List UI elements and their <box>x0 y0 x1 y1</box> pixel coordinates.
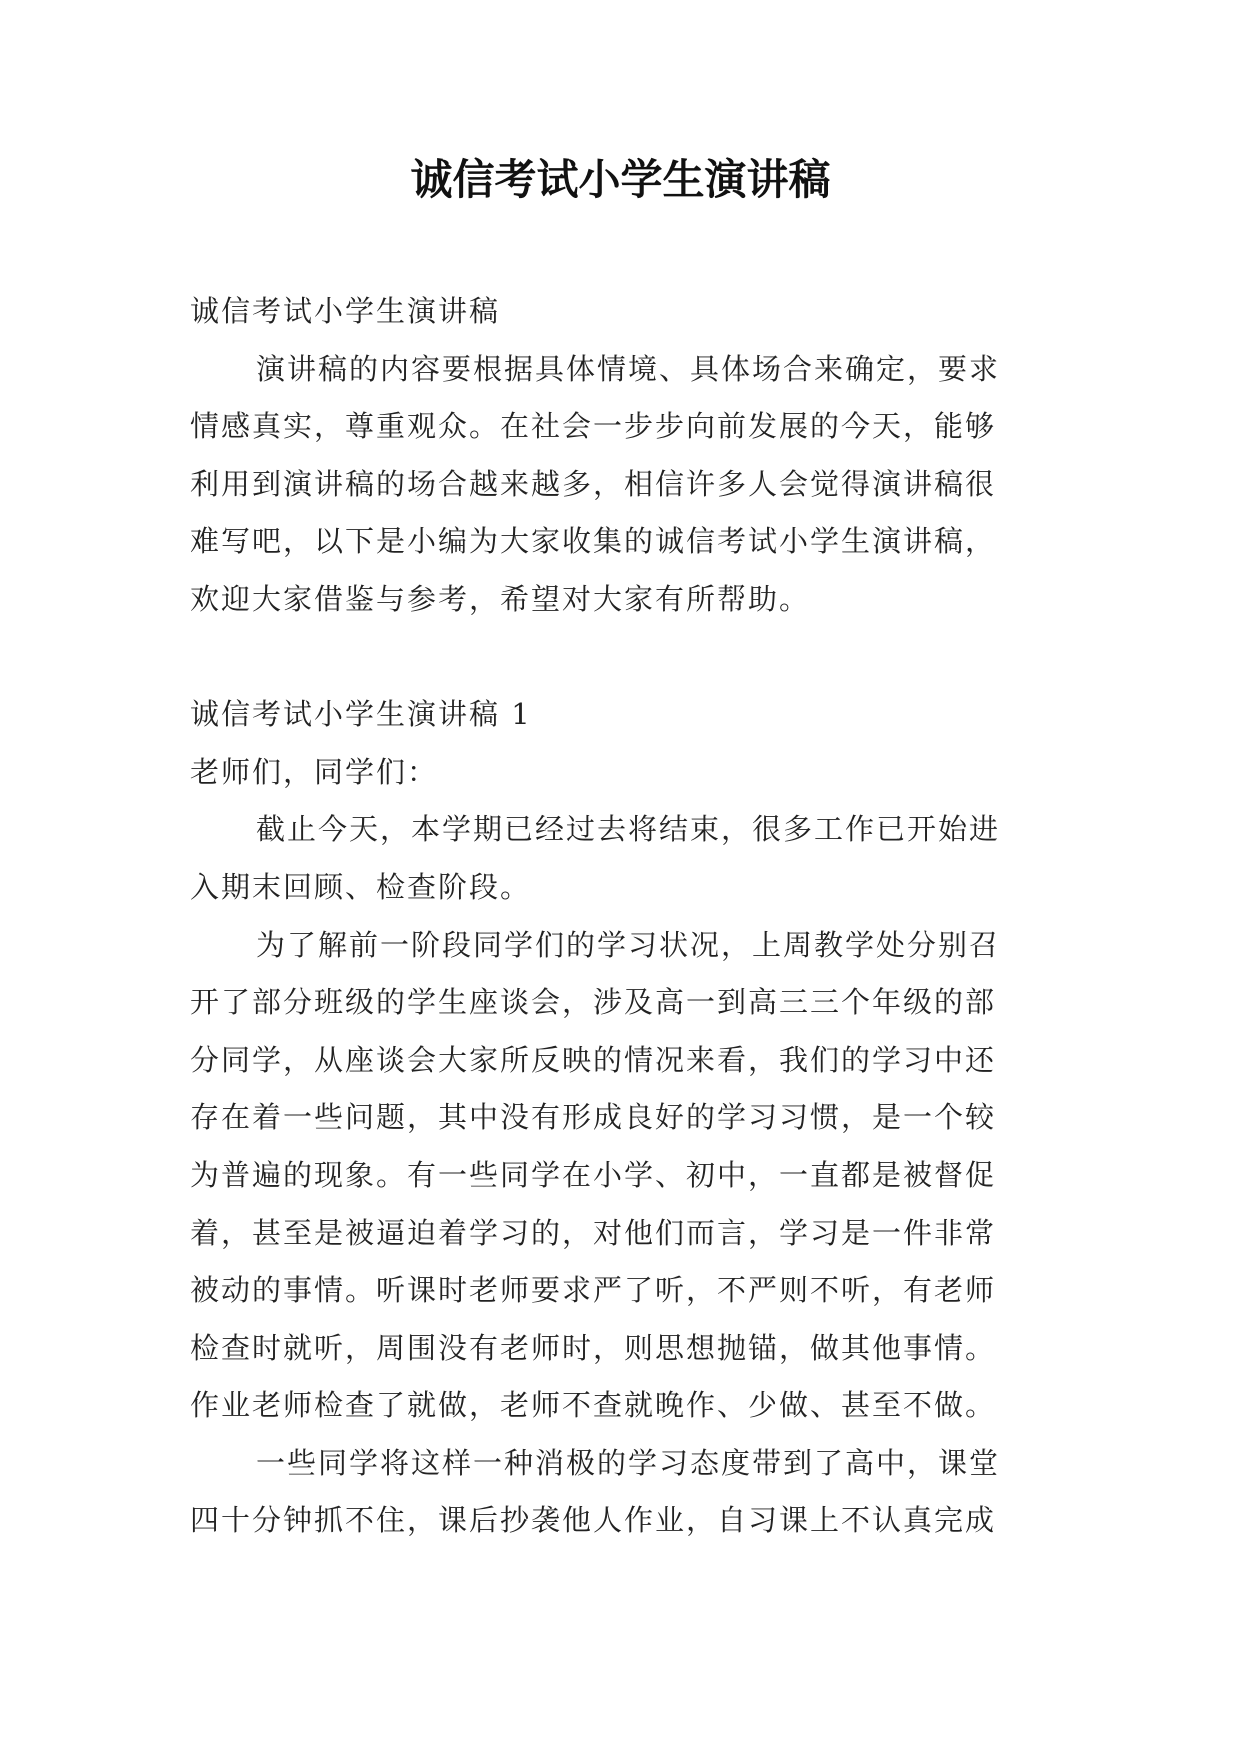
paragraph-line: 入期末回顾、检查阶段。 <box>190 869 532 904</box>
document-body <box>190 283 1050 1550</box>
intro-line: 难写吧，以下是小编为大家收集的诚信考试小学生演讲稿， <box>190 524 997 559</box>
paragraph-line: 检查时就听，周围没有老师时，则思想抛锚，做其他事情。 <box>190 1330 997 1365</box>
paragraph-line: 一些同学将这样一种消极的学习态度带到了高中，课堂 <box>256 1445 1001 1480</box>
intro-line: 利用到演讲稿的场合越来越多，相信许多人会觉得演讲稿很 <box>190 466 997 501</box>
greeting: 老师们，同学们： <box>190 754 439 789</box>
paragraph-line: 作业老师检查了就做，老师不查就晚作、少做、甚至不做。 <box>190 1388 997 1423</box>
intro-line: 演讲稿的内容要根据具体情境、具体场合来确定，要求 <box>256 351 1001 386</box>
intro-line: 欢迎大家借鉴与参考，希望对大家有所帮助。 <box>190 581 811 616</box>
paragraph-line: 截止今天，本学期已经过去将结束，很多工作已开始进 <box>256 812 1001 847</box>
paragraph-line: 被动的事情。听课时老师要求严了听，不严则不听，有老师 <box>190 1273 997 1308</box>
paragraph-line: 开了部分班级的学生座谈会，涉及高一到高三三个年级的部 <box>190 985 997 1020</box>
paragraph-line: 分同学，从座谈会大家所反映的情况来看，我们的学习中还 <box>190 1042 997 1077</box>
paragraph-line: 为了解前一阶段同学们的学习状况，上周教学处分别召 <box>256 927 1001 962</box>
paragraph-line: 着，甚至是被逼迫着学习的，对他们而言，学习是一件非常 <box>190 1215 997 1250</box>
document-title: 诚信考试小学生演讲稿 <box>410 155 831 204</box>
section-heading: 诚信考试小学生演讲稿 1 <box>190 697 532 732</box>
document-subtitle: 诚信考试小学生演讲稿 <box>190 294 501 328</box>
paragraph-gap <box>190 629 1050 687</box>
paragraph-line: 存在着一些问题，其中没有形成良好的学习习惯，是一个较 <box>190 1100 997 1135</box>
paragraph-line: 为普遍的现象。有一些同学在小学、初中，一直都是被督促 <box>190 1157 997 1192</box>
intro-line: 情感真实，尊重观众。在社会一步步向前发展的今天，能够 <box>190 409 997 444</box>
paragraph-line: 四十分钟抓不住，课后抄袭他人作业，自习课上不认真完成 <box>190 1503 997 1538</box>
